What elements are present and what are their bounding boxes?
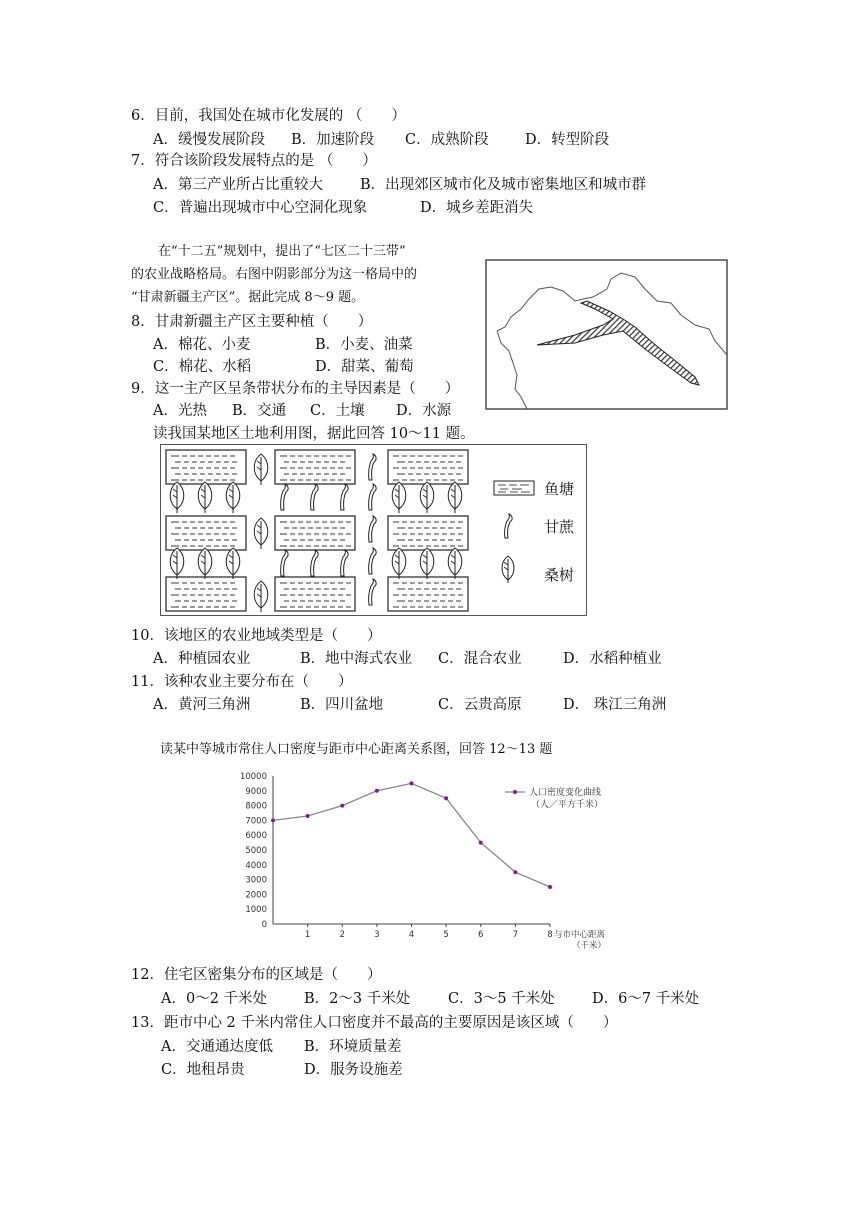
question-13-option-d: D．服务设施差	[304, 1062, 403, 1078]
landuse-intro: 读我国某地区土地利用图，据此回答 10～11 题。	[153, 426, 475, 442]
legend-pond-icon	[494, 481, 534, 495]
fish-pond-icon	[388, 516, 468, 550]
question-10-option-a: A．种植园农业	[153, 651, 251, 667]
question-13-stem: 13．距市中心 2 千米内常住人口密度并不最高的主要原因是该区域（ ）	[131, 1015, 618, 1031]
passage-line-3: “甘肃新疆主产区”。据此完成 8～9 题。	[131, 290, 365, 305]
question-8-option-d: D．甜菜、葡萄	[315, 359, 414, 375]
y-tick-label: 8000	[245, 801, 267, 812]
question-10-option-d: D．水稻种植业	[563, 651, 662, 667]
question-8-option-b: B．小麦、油菜	[315, 337, 413, 353]
question-13-option-c: C．地租昂贵	[161, 1062, 245, 1078]
fish-pond-icon	[275, 450, 355, 484]
x-tick-label: 2	[339, 930, 345, 940]
y-tick-label: 7000	[245, 816, 267, 827]
question-13-option-b: B．环境质量差	[304, 1039, 402, 1055]
fish-pond-icon	[388, 577, 468, 611]
question-6-option-c: C．成熟阶段	[405, 132, 489, 148]
fish-pond-icon	[275, 516, 355, 550]
question-8-option-c: C．棉花、水稻	[153, 359, 252, 375]
legend-cane-label: 甘蔗	[544, 518, 575, 536]
question-13-option-a: A．交通通达度低	[161, 1039, 273, 1055]
data-point	[479, 841, 483, 845]
legend-label: 人口密度变化曲线	[529, 788, 602, 798]
fish-pond-icon	[166, 577, 246, 611]
chart-intro: 读某中等城市常住人口密度与距市中心距离关系图，回答 12～13 题	[160, 742, 553, 757]
question-11-stem: 11．该种农业主要分布在（ ）	[131, 674, 353, 690]
question-11-option-d: D． 珠江三角洲	[563, 697, 667, 713]
question-12-option-b: B．2～3 千米处	[304, 991, 411, 1007]
gansu-xinjiang-map	[485, 259, 729, 411]
question-12-option-d: D．6～7 千米处	[592, 991, 700, 1007]
question-9-option-b: B．交通	[232, 403, 287, 419]
question-6-option-b: B．加速阶段	[291, 132, 375, 148]
data-point	[410, 781, 414, 785]
question-11-option-a: A．黄河三角洲	[153, 697, 251, 713]
y-tick-label: 0	[261, 920, 267, 930]
y-tick-label: 6000	[245, 831, 267, 842]
y-tick-label: 10000	[239, 772, 267, 782]
y-tick-label: 1000	[245, 905, 267, 916]
question-10-stem: 10．该地区的农业地域类型是（ ）	[131, 628, 382, 644]
legend-mulberry-label: 桑树	[544, 566, 575, 584]
x-tick-label: 4	[408, 930, 415, 940]
y-tick-label: 9000	[245, 786, 267, 797]
x-tick-label: 5	[443, 930, 449, 940]
question-7-option-d: D．城乡差距消失	[420, 200, 534, 216]
data-point	[548, 885, 552, 889]
question-6-option-a: A．缓慢发展阶段	[153, 132, 265, 148]
y-tick-label: 2000	[245, 890, 267, 901]
data-point	[513, 870, 517, 874]
passage-line-2: 的农业战略格局。右图中阴影部分为这一格局中的	[131, 267, 418, 282]
fish-pond-icon	[166, 516, 246, 550]
y-tick-label: 3000	[245, 875, 267, 886]
question-10-option-b: B．地中海式农业	[300, 651, 413, 667]
question-7-stem: 7．符合该阶段发展特点的是 （ ）	[131, 153, 377, 169]
data-point	[271, 818, 275, 822]
legend-unit: （人／平方千米）	[531, 800, 604, 810]
question-12-stem: 12．住宅区密集分布的区域是（ ）	[131, 967, 382, 983]
land-use-diagram	[160, 444, 587, 616]
question-8-stem: 8．甘肃新疆主产区主要种植（ ）	[131, 314, 373, 330]
population-density-chart	[225, 766, 635, 956]
data-point	[306, 814, 310, 818]
data-point	[375, 789, 379, 793]
x-tick-label: 3	[374, 930, 380, 940]
fish-pond-icon	[388, 450, 468, 484]
x-tick-label: 1	[304, 930, 311, 940]
x-axis-title: 与市中心距离	[554, 930, 606, 940]
legend-pond-label: 鱼塘	[544, 480, 575, 498]
question-10-option-c: C．混合农业	[438, 651, 522, 667]
question-12-option-a: A．0～2 千米处	[161, 991, 268, 1007]
y-tick-label: 5000	[245, 846, 267, 856]
question-7-option-c: C．普遍出现城市中心空洞化现象	[153, 200, 368, 216]
question-11-option-c: C．云贵高原	[438, 697, 522, 713]
x-tick-label: 6	[478, 930, 484, 940]
question-12-option-c: C．3～5 千米处	[448, 991, 555, 1007]
passage-line-1: 在“十二五”规划中，提出了“七区二十三带”	[158, 244, 406, 259]
question-9-stem: 9．这一主产区呈条带状分布的主导因素是（ ）	[131, 381, 460, 397]
x-tick-label: 7	[512, 930, 519, 940]
question-6-option-d: D．转型阶段	[525, 132, 610, 148]
x-tick-label: 8	[547, 930, 553, 940]
series-line	[273, 783, 550, 887]
x-axis-unit: （千米）	[572, 941, 607, 951]
question-11-option-b: B．四川盆地	[300, 697, 384, 713]
question-6-stem: 6．目前，我国处在城市化发展的 （ ）	[131, 108, 406, 124]
question-9-option-d: D．水源	[396, 403, 452, 419]
y-tick-label: 4000	[245, 860, 267, 871]
fish-pond-icon	[166, 450, 246, 484]
question-7-option-b: B．出现郊区城市化及城市密集地区和城市群	[360, 177, 647, 193]
question-9-option-a: A．光热	[153, 403, 207, 419]
question-9-option-c: C．土壤	[310, 403, 365, 419]
data-point	[340, 804, 344, 808]
fish-pond-icon	[275, 577, 355, 611]
legend-marker	[513, 790, 517, 794]
question-8-option-a: A．棉花、小麦	[153, 337, 251, 353]
data-point	[444, 796, 448, 800]
question-7-option-a: A．第三产业所占比重较大	[153, 177, 323, 193]
